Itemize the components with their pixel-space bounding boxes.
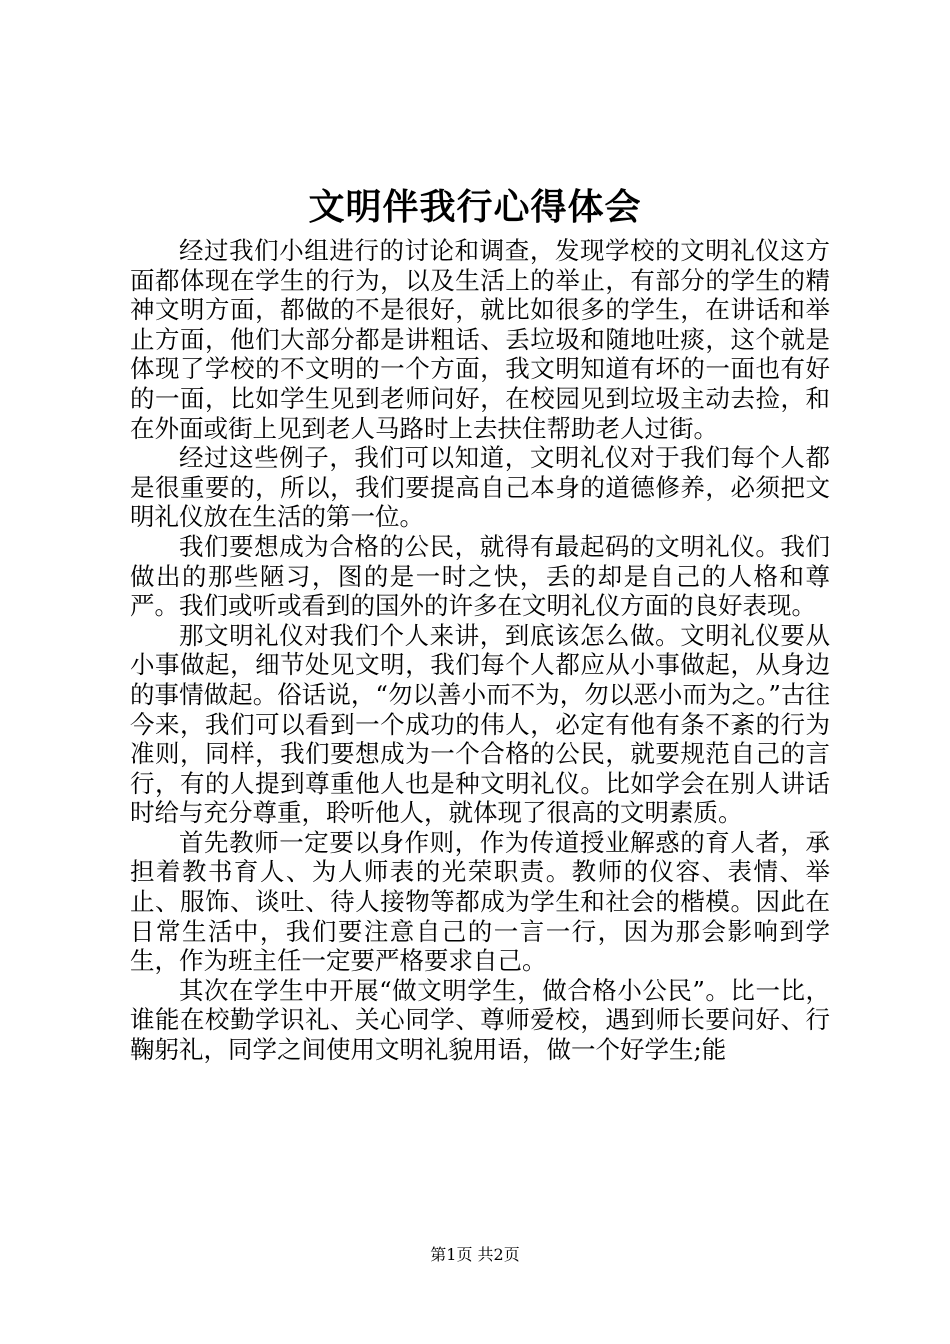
paragraph-6: 其次在学生中开展“做文明学生，做合格小公民”。比一比，谁能在校勤学识礼、关心同学、尊师爱校，遇到师长要问好、行鞠躬礼，同学之间使用文明礼貌用语，做一个好学生;能: [130, 975, 830, 1065]
paragraph-1: 经过我们小组进行的讨论和调查，发现学校的文明礼仪这方面都体现在学生的行为，以及生活上的举止，有部分的学生的精神文明方面，都做的不是很好，就比如很多的学生，在讲话和举止方面，他们大部分都是讲粗话、丢垃圾和随地吐痰，这个就是体现了学校的不文明的一个方面，我文明知道有坏的一面也有好的一面，比如学生见到老师问好，在校园见到垃圾主动去捡，和在外面或街上见到老人马路时上去扶住帮助老人过街。: [130, 236, 830, 443]
paragraph-5: 首先教师一定要以身作则，作为传道授业解惑的育人者，承担着教书育人、为人师表的光荣职责。教师的仪容、表情、举止、服饰、谈吐、待人接物等都成为学生和社会的楷模。因此在日常生活中，我们要注意自己的一言一行，因为那会影响到学生，作为班主任一定要严格要求自己。: [130, 827, 830, 976]
paragraph-3: 我们要想成为合格的公民，就得有最起码的文明礼仪。我们做出的那些陋习，图的是一时之快，丢的却是自己的人格和尊严。我们或听或看到的国外的许多在文明礼仪方面的良好表现。: [130, 531, 830, 621]
document-body: [130, 236, 830, 1065]
paragraph-2: 经过这些例子，我们可以知道，文明礼仪对于我们每个人都是很重要的，所以，我们要提高自己本身的道德修养，必须把文明礼仪放在生活的第一位。: [130, 443, 830, 532]
document-title: 文明伴我行心得体会: [308, 186, 642, 228]
page-footer: 第1页 共2页: [430, 1245, 520, 1264]
paragraph-4: 那文明礼仪对我们个人来讲，到底该怎么做。文明礼仪要从小事做起，细节处见文明，我们每个人都应从小事做起，从身边的事情做起。俗话说，“勿以善小而不为，勿以恶小而为之。”古往今来，我们可以看到一个成功的伟人，必定有他有条不紊的行为准则，同样，我们要想成为一个合格的公民，就要规范自己的言行，有的人提到尊重他人也是种文明礼仪。比如学会在别人讲话时给与充分尊重，聆听他人，就体现了很高的文明素质。: [130, 620, 830, 828]
